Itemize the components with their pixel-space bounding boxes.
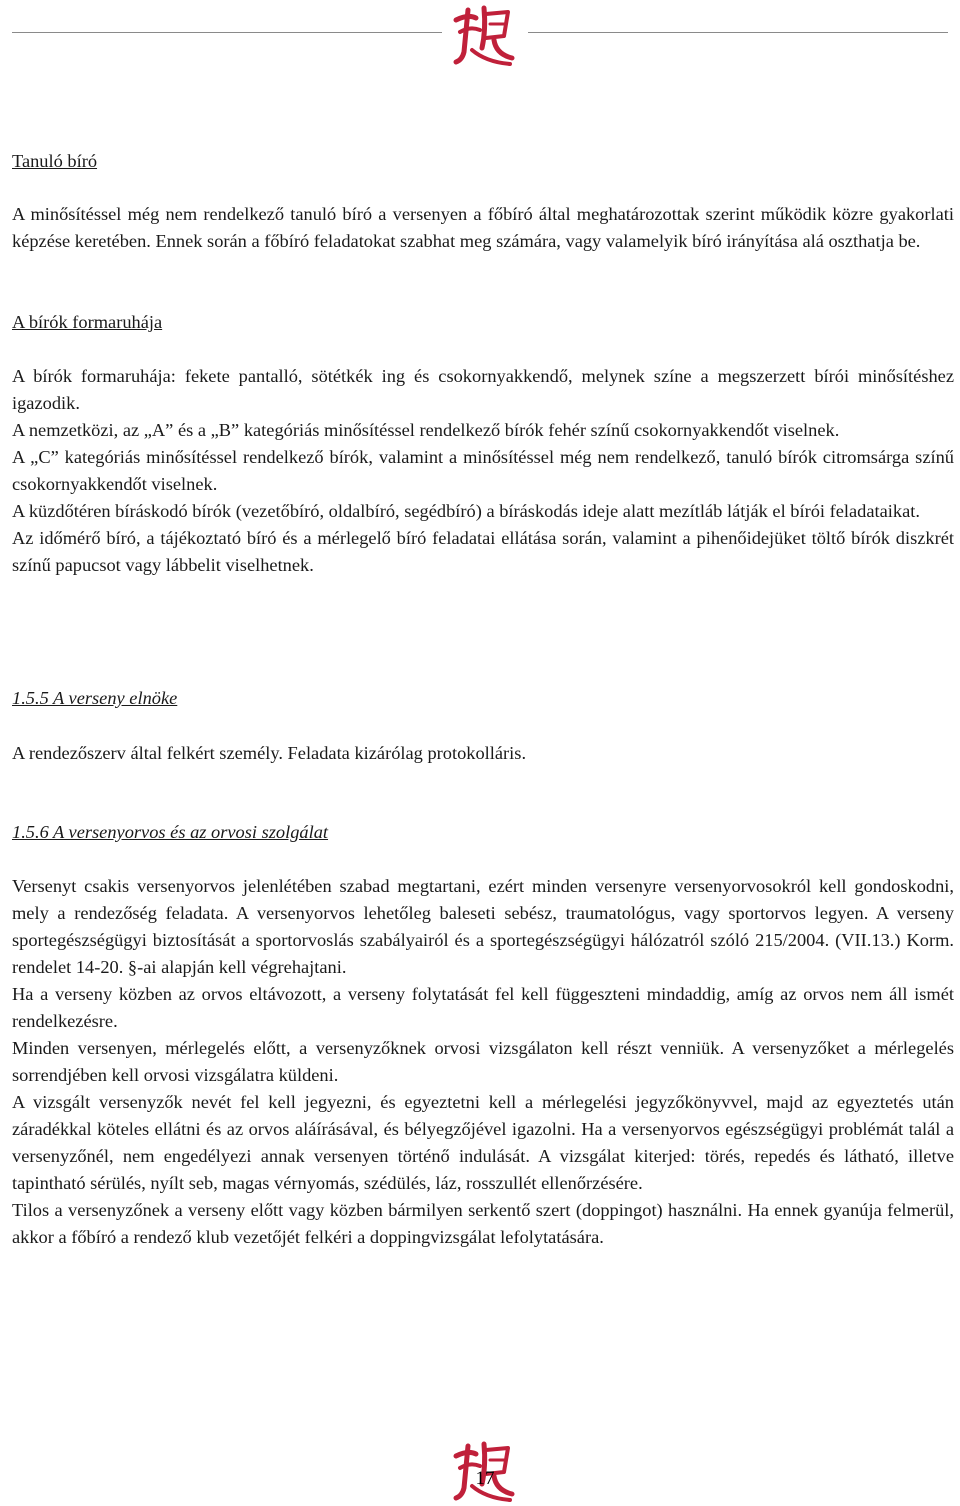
paragraph-text: A minősítéssel még nem rendelkező tanuló bíró a versenyen a főbíró által meghatározottak szerint működik közre gyakorlati képzése keretében. Ennek során a főbíró feladatokat szabhat meg számára, vagy valamelyik bíró irányítása alá oszthatja be. (12, 204, 954, 251)
paragraph-text: A bírók formaruhája: fekete pantalló, sötétkék ing és csokornyakkendő, melynek színe a megszerzett bírói minősítéshez igazodik. (12, 366, 954, 413)
header-rule-right (528, 32, 948, 33)
section-heading: A bírók formaruhája (12, 312, 163, 332)
paragraph-text: A küzdőtéren bíráskodó bírók (vezetőbíró, oldalbíró, segédbíró) a bíráskodás ideje alatt mezítláb látják el bírói feladataikat. (12, 501, 920, 521)
paragraph-text: A rendezőszerv által felkért személy. Feladata kizárólag protokolláris. (12, 743, 527, 763)
paragraph (12, 740, 954, 767)
section-heading: Tanuló bíró (12, 151, 98, 171)
section-elnok (12, 685, 954, 712)
paragraph-text: A vizsgált versenyzők nevét fel kell jegyezni, és egyeztetni kell a mérlegelési jegyzőkönyvvel, majd az egyeztetés után záradékkal köteles ellátni és az orvos aláírásával, és bélyegzőjével igazolni. Ha a versenyorvos egészségügyi problémát talál a versenyzőnél, nem engedélyezi annak versenyen történő indulását. A vizsgálat kiterjed: törés, repedés és látható, illetve tapintható sérülés, nyílt seb, magas vérnyomás, szédülés, láz, rosszullét ellenőrzésére. (12, 1092, 954, 1193)
paragraph (12, 201, 954, 255)
section-heading: 1.5.6 A versenyorvos és az orvosi szolgálat (12, 822, 329, 842)
paragraph-text: Versenyt csakis versenyorvos jelenlétében szabad megtartani, ezért minden versenyre versenyorvosokról kell gondoskodni, mely a rendezőség feladata. A versenyorvos lehetőleg baleseti sebész, traumatológus, vagy sportorvos legyen. A verseny sportegészségügyi biztosítását a sportorvoslás szabályairól és a sportegészségügyi hálózatról szóló 215/2004. (VII.13.) Korm. rendelet 14-20. §-ai alapján kell végrehajtani. (12, 876, 954, 977)
paragraph-text: Ha a verseny közben az orvos eltávozott, a verseny folytatását fel kell függeszteni mindaddig, amíg az orvos nem áll ismét rendelkezésre. (12, 984, 954, 1031)
paragraph-text: Minden versenyen, mérlegelés előtt, a versenyzőknek orvosi vizsgálaton kell részt venniük. A versenyzőket a mérlegelés sorrendjében kell orvosi vizsgálatra küldeni. (12, 1038, 954, 1085)
section-heading: 1.5.5 A verseny elnöke (12, 688, 178, 708)
kanji-seal-icon (446, 0, 522, 70)
section-tanulo-biro (12, 148, 954, 175)
section-formaruha (12, 309, 954, 336)
section-orvos (12, 819, 954, 846)
paragraph-text: Az időmérő bíró, a tájékoztató bíró és a mérlegelő bíró feladatai ellátása során, valamint a pihenőidejüket töltő bírók diszkrét színű papucsot vagy lábbelit viselhetnek. (12, 528, 954, 575)
paragraph-group (12, 363, 954, 579)
header-rule-left (12, 32, 442, 33)
paragraph-group (12, 873, 954, 1251)
paragraph-text: Tilos a versenyzőnek a verseny előtt vagy közben bármilyen serkentő szert (doppingot) használni. Ha ennek gyanúja felmerül, akkor a főbíró a rendező klub vezetőjét felkéri a doppingvizsgálat lefolytatására. (12, 1200, 954, 1247)
paragraph-text: A nemzetközi, az „A” és a „B” kategóriás minősítéssel rendelkező bírók fehér színű csokornyakkendőt viselnek. (12, 420, 840, 440)
page-number: 17 (475, 1468, 495, 1489)
paragraph-text: A „C” kategóriás minősítéssel rendelkező bírók, valamint a minősítéssel még nem rendelkező, tanuló bírók citromsárga színű csokornyakkendőt viselnek. (12, 447, 954, 494)
